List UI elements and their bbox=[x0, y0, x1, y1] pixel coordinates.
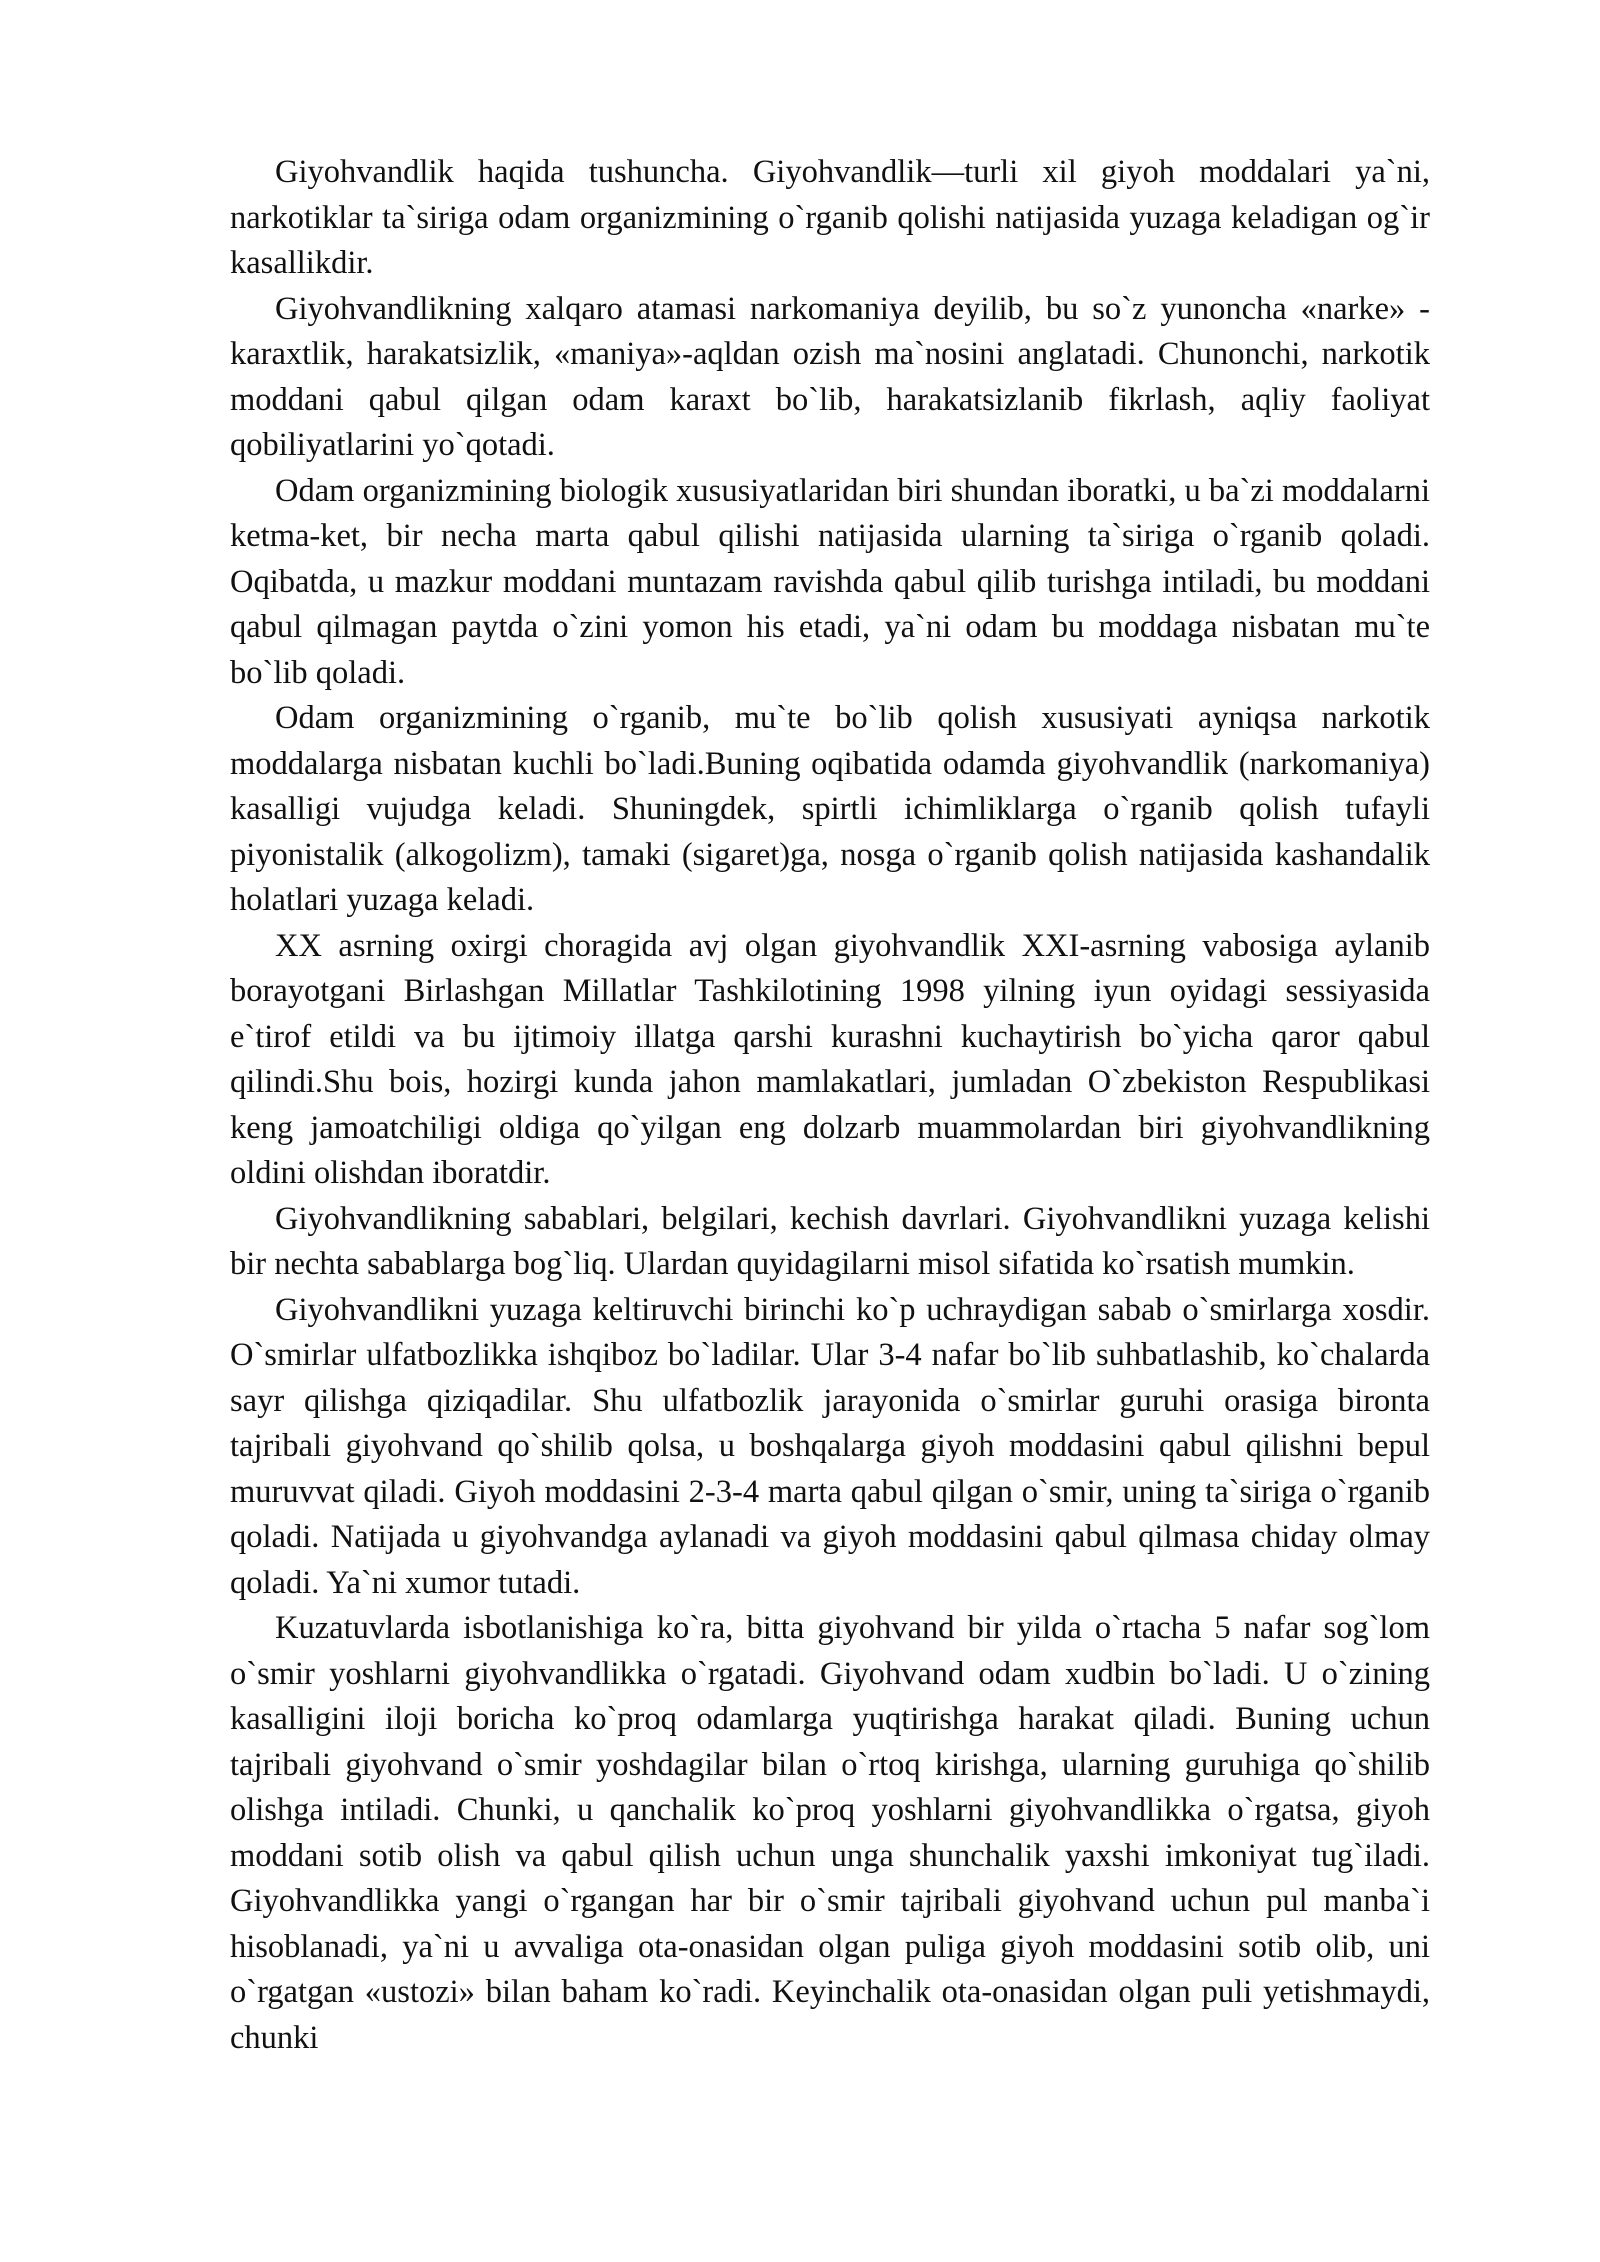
paragraph-8: Kuzatuvlarda isbotlanishiga ko`ra, bitta giyohvand bir yilda o`rtacha 5 nafar sog`lom o`smir yoshlarni giyohvandlikka o`rgatadi. Giyohvand odam xudbin bo`ladi. U o`zining kasalligini iloji boricha ko`proq odamlarga yuqtirishga harakat qiladi. Buning uchun tajribali giyohvand o`smir yoshdagilar bilan o`rtoq kirishga, ularning guruhiga qo`shilib olishga intiladi. Chunki, u qanchalik ko`proq yoshlarni giyohvandlikka o`rgatsa, giyoh moddani sotib olish va qabul qilish uchun unga shunchalik yaxshi imkoniyat tug`iladi. Giyohvandlikka yangi o`rgangan har bir o`smir tajribali giyohvand uchun pul manba`i hisoblanadi, ya`ni u avvaliga ota-onasidan olgan puliga giyoh moddasini sotib olib, uni o`rgatgan «ustozi» bilan baham ko`radi. Keyinchalik ota-onasidan olgan puli yetishmaydi, chunki bbox=[230, 1610, 1430, 2056]
paragraph-3: Odam organizmining biologik xususiyatlaridan biri shundan iboratki, u ba`zi moddalarni ketma-ket, bir necha marta qabul qilishi natijasida ularning ta`siriga o`rganib qoladi. Oqibatda, u mazkur moddani muntazam ravishda qabul qilib turishga intiladi, bu moddani qabul qilmagan paytda o`zini yomon his etadi, ya`ni odam bu moddaga nisbatan mu`te bo`lib qoladi. bbox=[230, 472, 1430, 691]
paragraph-2: Giyohvandlikning xalqaro atamasi narkomaniya deyilib, bu so`z yunoncha «narke» - karaxtlik, harakatsizlik, «maniya»-aqldan ozish ma`nosini anglatadi. Chunonchi, narkotik moddani qabul qilgan odam karaxt bo`lib, harakatsizlanib fikrlash, aqliy faoliyat qobiliyatlarini yo`qotadi. bbox=[230, 290, 1430, 463]
paragraph-5: XX asrning oxirgi choragida avj olgan giyohvandlik XXI-asrning vabosiga aylanib borayotgani Birlashgan Millatlar Tashkilotining 1998 yilning iyun oyidagi sessiyasida e`tirof etildi va bu ijtimoiy illatga qarshi kurashni kuchaytirish bo`yicha qaror qabul qilindi.Shu bois, hozirgi kunda jahon mamlakatlari, jumladan O`zbekiston Respublikasi keng jamoatchiligi oldiga qo`yilgan eng dolzarb muammolardan biri giyohvandlikning oldini olishdan iboratdir. bbox=[230, 927, 1430, 1191]
paragraph-7: Giyohvandlikni yuzaga keltiruvchi birinchi ko`p uchraydigan sabab o`smirlarga xosdir. O`smirlar ulfatbozlikka ishqiboz bo`ladilar. Ular 3-4 nafar bo`lib suhbatlashib, ko`chalarda sayr qilishga qiziqadilar. Shu ulfatbozlik jarayonida o`smirlar guruhi orasiga bironta tajribali giyohvand qo`shilib qolsa, u boshqalarga giyoh moddasini qabul qilishni bepul muruvvat qiladi. Giyoh moddasini 2-3-4 marta qabul qilgan o`smir, uning ta`siriga o`rganib qoladi. Natijada u giyohvandga aylanadi va giyoh moddasini qabul qilmasa chiday olmay qoladi. Ya`ni xumor tutadi. bbox=[230, 1291, 1430, 1601]
paragraph-4: Odam organizmining o`rganib, mu`te bo`lib qolish xususiyati ayniqsa narkotik moddalarga nisbatan kuchli bo`ladi.Buning oqibatida odamda giyohvandlik (narkomaniya) kasalligi vujudga keladi. Shuningdek, spirtli ichimliklarga o`rganib qolish tufayli piyonistalik (alkogolizm), tamaki (sigaret)ga, nosga o`rganib qolish natijasida kashandalik holatlari yuzaga keladi. bbox=[230, 700, 1430, 918]
document-page bbox=[230, 150, 1430, 2061]
paragraph-1: Giyohvandlik haqida tushuncha. Giyohvandlik—turli xil giyoh moddalari ya`ni, narkotiklar ta`siriga odam organizmining o`rganib qolishi natijasida yuzaga keladigan og`ir kasallikdir. bbox=[230, 154, 1430, 281]
paragraph-6: Giyohvandlikning sabablari, belgilari, kechish davrlari. Giyohvandlikni yuzaga kelishi bir nechta sabablarga bog`liq. Ulardan quyidagilarni misol sifatida ko`rsatish mumkin. bbox=[230, 1200, 1430, 1282]
